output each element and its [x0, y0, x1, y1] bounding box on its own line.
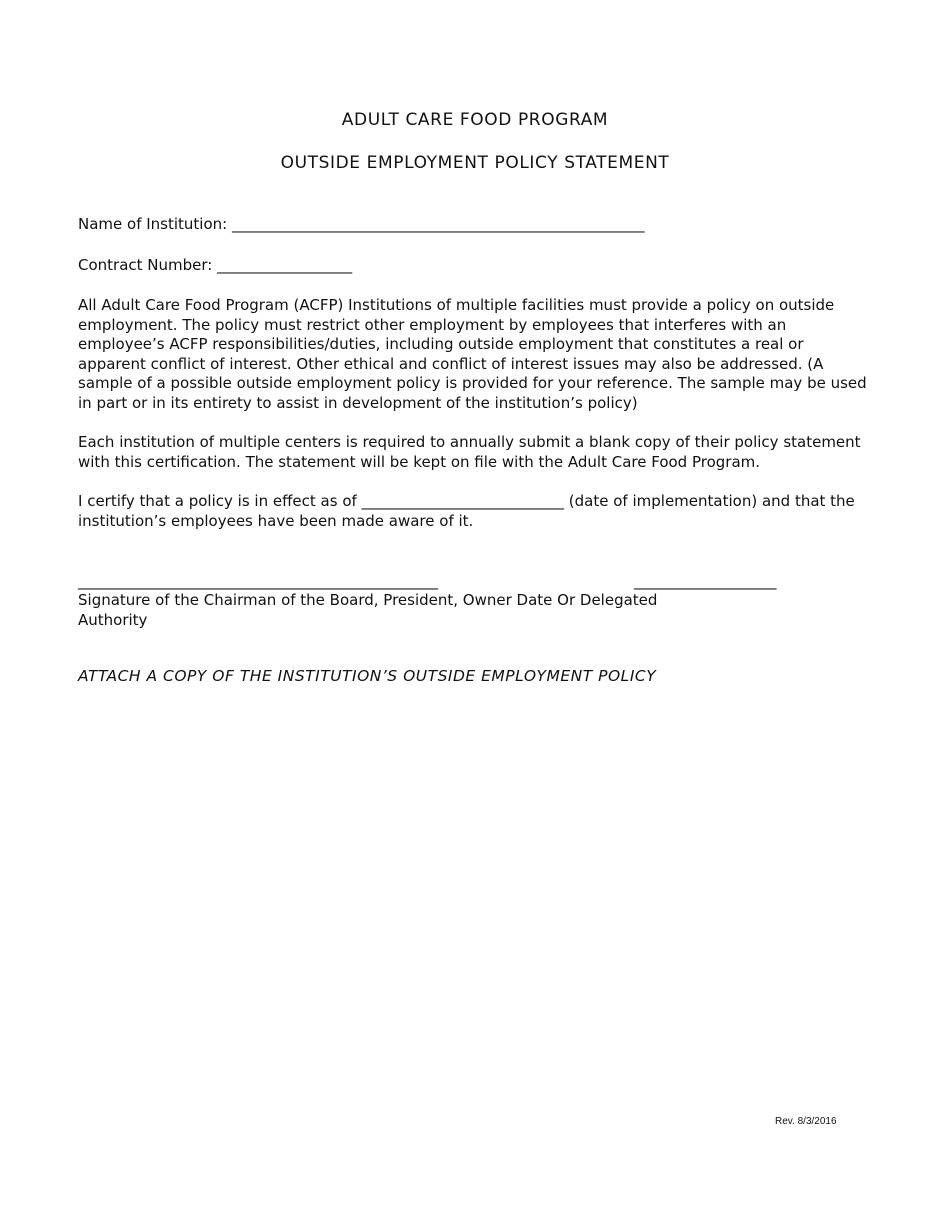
certification-statement[interactable]: I certify that a policy is in effect as of ___________________________ (date of implementation) and that the institution’s employees have been made aware of it. — [78, 492, 855, 530]
document-title: ADULT CARE FOOD PROGRAM — [341, 110, 609, 130]
attachment-instruction: ATTACH A COPY OF THE INSTITUTION’S OUTSIDE EMPLOYMENT POLICY — [78, 667, 657, 685]
policy-requirement-paragraph: All Adult Care Food Program (ACFP) Institutions of multiple facilities must provide a policy on outside employment. The policy must restrict other employment by employees that interferes with an employee’s ACFP responsibilities/duties, including outside employment that constitutes a real or apparent conflict of interest. Other ethical and conflict of interest issues may also be addressed. (A sample of a possible outside employment policy is provided for your reference. The sample may be used in part or in its entirety to assist in development of the institution’s policy) — [78, 296, 867, 412]
signature-caption: Signature of the Chairman of the Board, President, Owner Date Or Delegated Authority — [78, 591, 658, 629]
annual-submission-paragraph: Each institution of multiple centers is required to annually submit a blank copy of their policy statement with this certification. The statement will be kept on file with the Adult Care Food Program. — [78, 433, 861, 471]
revision-date: Rev. 8/3/2016 — [775, 1116, 837, 1127]
document-subtitle: OUTSIDE EMPLOYMENT POLICY STATEMENT — [280, 153, 670, 173]
signature-line[interactable]: ________________________________________________ — [78, 572, 438, 590]
institution-name-field[interactable]: Name of Institution: _______________________________________________________ — [78, 215, 645, 233]
date-line[interactable]: ___________________ — [634, 572, 777, 590]
contract-number-field[interactable]: Contract Number: __________________ — [78, 256, 353, 274]
